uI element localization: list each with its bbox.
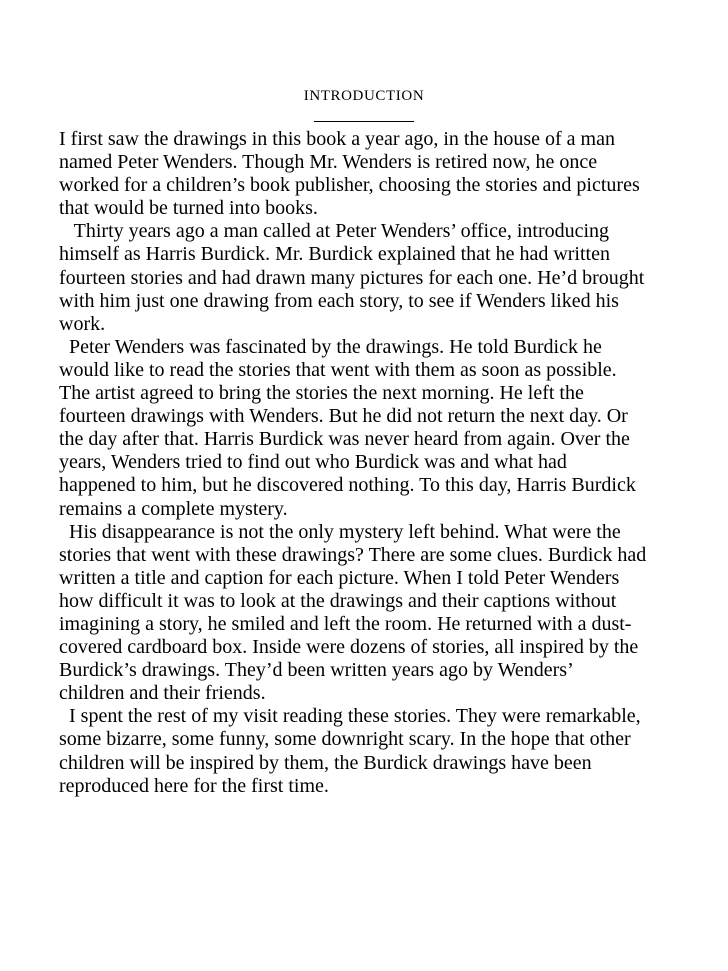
text-line: Thirty years ago a man called at Peter Wenders’ office, introducing	[59, 220, 610, 243]
text-line: stories that went with these drawings? There are some clues. Burdick had	[59, 543, 647, 566]
text-line: would like to read the stories that went with them as soon as possible.	[59, 358, 617, 381]
text-line: work.	[59, 312, 106, 335]
text-line: worked for a children’s book publisher, choosing the stories and pictures	[59, 174, 640, 197]
text-line: children will be inspired by them, the Burdick drawings have been	[59, 751, 592, 774]
text-line: that would be turned into books.	[59, 197, 318, 220]
text-line: remains a complete mystery.	[59, 497, 288, 520]
text-line: named Peter Wenders. Though Mr. Wenders is retired now, he once	[59, 151, 598, 174]
text-line: The artist agreed to bring the stories the next morning. He left the	[59, 382, 584, 405]
text-line: reproduced here for the first time.	[59, 774, 329, 797]
title-underline	[314, 121, 414, 122]
text-line: with him just one drawing from each story, to see if Wenders liked his	[59, 289, 619, 312]
text-line: fourteen drawings with Wenders. But he did not return the next day. Or	[59, 405, 628, 428]
text-line: children and their friends.	[59, 682, 266, 705]
text-line: fourteen stories and had drawn many pictures for each one. He’d brought	[59, 266, 645, 289]
page-title: INTRODUCTION	[303, 88, 425, 104]
text-line: years, Wenders tried to find out who Burdick was and what had	[59, 451, 567, 474]
text-line: His disappearance is not the only mystery left behind. What were the	[59, 520, 621, 543]
text-line: happened to him, but he discovered nothing. To this day, Harris Burdick	[59, 474, 636, 497]
introduction-body	[59, 128, 719, 798]
text-line: I spent the rest of my visit reading these stories. They were remarkable,	[59, 705, 641, 728]
text-line: himself as Harris Burdick. Mr. Burdick explained that he had written	[59, 243, 610, 266]
text-line: imagining a story, he smiled and left the room. He returned with a dust-	[59, 612, 632, 635]
text-line: some bizarre, some funny, some downright scary. In the hope that other	[59, 728, 631, 751]
text-line: the day after that. Harris Burdick was never heard from again. Over the	[59, 428, 630, 451]
text-line: covered cardboard box. Inside were dozens of stories, all inspired by the	[59, 636, 639, 659]
text-line: written a title and caption for each picture. When I told Peter Wenders	[59, 566, 620, 589]
text-line: I first saw the drawings in this book a year ago, in the house of a man	[59, 128, 615, 150]
text-line: how difficult it was to look at the drawings and their captions without	[59, 589, 617, 612]
text-line: Burdick’s drawings. They’d been written years ago by Wenders’	[59, 659, 574, 682]
text-line: Peter Wenders was fascinated by the drawings. He told Burdick he	[59, 335, 602, 358]
